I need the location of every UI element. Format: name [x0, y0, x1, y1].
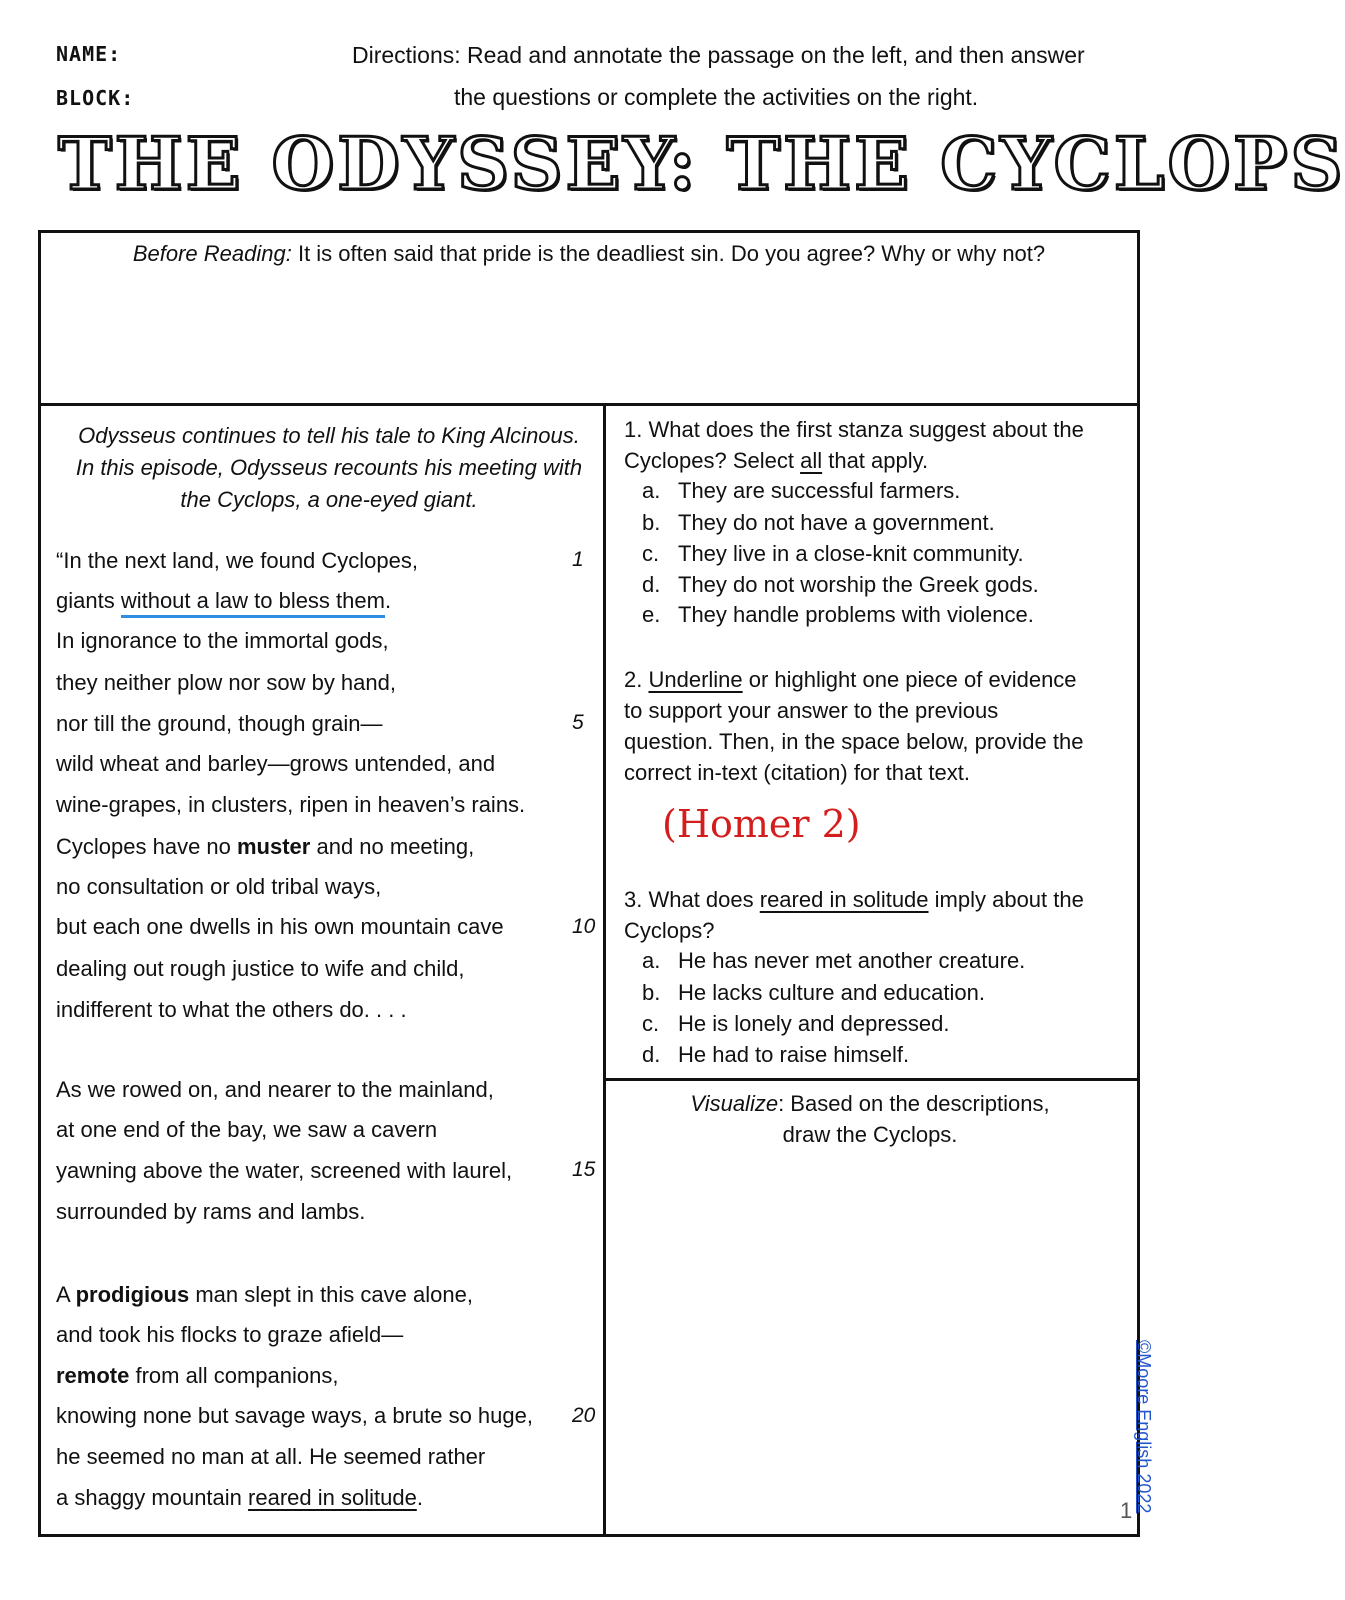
- question-1-text: Cyclopes? Select: [624, 448, 801, 473]
- intro-line-3: the Cyclops, a one-eyed giant.: [180, 487, 478, 512]
- option-letter: d.: [642, 572, 661, 597]
- option-text: They handle problems with violence.: [678, 602, 1034, 627]
- option-letter: d.: [642, 1042, 661, 1067]
- poem-line-15: yawning above the water, screened with laurel,: [56, 1158, 513, 1183]
- poem-line-5: nor till the ground, though grain—: [56, 711, 383, 736]
- visualize-label: Visualize: [690, 1091, 779, 1116]
- directions-line-1: Directions: Read and annotate the passage on the left, and then answer: [352, 42, 1085, 68]
- question-2-number: 2.: [624, 667, 649, 692]
- option-letter: a.: [642, 478, 661, 503]
- option-letter: b.: [642, 510, 661, 535]
- line-number-10: 10: [572, 915, 596, 938]
- poem-line-22-end: .: [416, 1485, 423, 1510]
- poem-line-4: they neither plow nor sow by hand,: [56, 670, 396, 695]
- question-3-line-2: Cyclops?: [624, 918, 715, 943]
- question-3-prompt: [624, 884, 1134, 946]
- question-2-emphasis: Underline: [648, 667, 743, 692]
- vocab-muster: muster: [237, 834, 311, 859]
- option-letter: b.: [642, 980, 661, 1005]
- visualize-line-2: draw the Cyclops.: [782, 1122, 958, 1147]
- intro-line-2: In this episode, Odysseus recounts his meeting with: [75, 455, 583, 480]
- directions-line-2: the questions or complete the activities on the right.: [454, 84, 979, 110]
- vocab-remote: remote: [56, 1363, 130, 1388]
- question-1-emphasis: all: [800, 448, 823, 473]
- q3-option-b[interactable]: [642, 980, 985, 1006]
- poem-line-16: surrounded by rams and lambs.: [56, 1199, 366, 1224]
- option-letter: e.: [642, 602, 661, 627]
- poem-line-13: As we rowed on, and nearer to the mainland,: [56, 1077, 494, 1102]
- intro-line-1: Odysseus continues to tell his tale to King Alcinous.: [78, 423, 580, 448]
- poem-line-19-end: from all companions,: [129, 1363, 339, 1388]
- poem-line-17: [56, 1282, 473, 1308]
- poem-line-6: wild wheat and barley—grows untended, and: [56, 751, 496, 776]
- question-1-text-end: that apply.: [822, 448, 929, 473]
- q3-option-d[interactable]: [642, 1042, 909, 1068]
- name-label: NAME:: [56, 42, 122, 66]
- option-text: He had to raise himself.: [678, 1042, 910, 1067]
- poem-line-17-end: man slept in this cave alone,: [189, 1282, 473, 1307]
- poem-line-2-end: .: [384, 588, 392, 613]
- passage-intro: [44, 420, 614, 516]
- poem-line-3: In ignorance to the immortal gods,: [56, 628, 389, 653]
- poem-line-9: no consultation or old tribal ways,: [56, 874, 382, 899]
- before-reading-box[interactable]: [38, 230, 1140, 406]
- option-letter: c.: [642, 1011, 660, 1036]
- option-text: He has never met another creature.: [678, 948, 1026, 973]
- poem-line-1: “In the next land, we found Cyclopes,: [56, 548, 418, 573]
- poem-line-2-start: giants: [56, 588, 121, 613]
- poem-line-21: he seemed no man at all. He seemed rather: [56, 1444, 486, 1469]
- poem-line-10: but each one dwells in his own mountain cave: [56, 914, 504, 939]
- annotated-phrase: without a law to bless them: [121, 588, 385, 618]
- question-3-emphasis: reared in solitude: [759, 887, 929, 912]
- poem-line-18: and took his flocks to graze afield—: [56, 1322, 404, 1347]
- citation-answer[interactable]: (Homer 2): [662, 802, 861, 846]
- poem-line-7: wine-grapes, in clusters, ripen in heaven’s rains.: [56, 792, 526, 817]
- q3-option-a[interactable]: [642, 948, 1025, 974]
- visualize-prompt: [610, 1088, 1130, 1150]
- poem-line-8-end: and no meeting,: [310, 834, 475, 859]
- q1-option-d[interactable]: [642, 572, 1039, 598]
- question-1-line-1: 1. What does the first stanza suggest about the: [624, 417, 1084, 442]
- visualize-line-1: [610, 1088, 1130, 1119]
- before-reading-text: It is often said that pride is the deadliest sin. Do you agree? Why or why not?: [291, 241, 1046, 266]
- q3-option-c[interactable]: [642, 1011, 950, 1037]
- question-3-text: 3. What does: [624, 887, 760, 912]
- question-2-line-2: to support your answer to the previous: [624, 698, 999, 723]
- before-reading-prompt: [41, 241, 1137, 267]
- question-3-text-end: imply about the: [928, 887, 1084, 912]
- question-3-line-1: [624, 884, 1134, 915]
- poem-line-17-start: A: [56, 1282, 76, 1307]
- poem-line-8: [56, 834, 474, 860]
- page-title: THE ODYSSEY: THE CYCLOPS: [58, 121, 1345, 206]
- poem-line-2: [56, 588, 391, 614]
- q1-option-b[interactable]: [642, 510, 995, 536]
- question-2-line-4: correct in-text (citation) for that text.: [624, 760, 971, 785]
- question-2-text: or highlight one piece of evidence: [742, 667, 1077, 692]
- question-2-line-1: [624, 664, 1134, 695]
- line-number-20: 20: [572, 1404, 596, 1427]
- before-reading-label: Before Reading:: [132, 241, 292, 266]
- option-text: He lacks culture and education.: [678, 980, 985, 1005]
- option-text: They live in a close-knit community.: [678, 541, 1024, 566]
- option-text: They do not worship the Greek gods.: [678, 572, 1039, 597]
- q1-option-a[interactable]: [642, 478, 960, 504]
- poem-line-12: indifferent to what the others do. . . .: [56, 997, 407, 1022]
- line-number-5: 5: [572, 711, 584, 734]
- poem-line-14: at one end of the bay, we saw a cavern: [56, 1117, 438, 1142]
- line-number-15: 15: [572, 1158, 596, 1181]
- underlined-phrase: reared in solitude: [248, 1485, 417, 1510]
- block-label: BLOCK:: [56, 86, 135, 110]
- copyright-link[interactable]: ©Moore English 2022: [1134, 1340, 1154, 1514]
- poem-line-8-start: Cyclopes have no: [56, 834, 237, 859]
- option-letter: a.: [642, 948, 661, 973]
- poem-line-11: dealing out rough justice to wife and child,: [56, 956, 465, 981]
- question-2-line-3: question. Then, in the space below, provide the: [624, 729, 1084, 754]
- q1-option-c[interactable]: [642, 541, 1024, 567]
- question-2-prompt: [624, 664, 1134, 788]
- line-number-1: 1: [572, 548, 584, 571]
- visualize-text: : Based on the descriptions,: [778, 1091, 1050, 1116]
- option-text: They are successful farmers.: [678, 478, 961, 503]
- poem-line-22-start: a shaggy mountain: [56, 1485, 249, 1510]
- page-number: 1: [1120, 1498, 1133, 1523]
- poem-line-19: [56, 1363, 338, 1389]
- option-letter: c.: [642, 541, 660, 566]
- q1-option-e[interactable]: [642, 602, 1034, 628]
- poem-line-20: knowing none but savage ways, a brute so huge,: [56, 1403, 533, 1428]
- question-1-prompt: [624, 414, 1134, 476]
- question-1-line-2: [624, 445, 1134, 476]
- vocab-prodigious: prodigious: [75, 1282, 190, 1307]
- option-text: They do not have a government.: [678, 510, 995, 535]
- option-text: He is lonely and depressed.: [678, 1011, 950, 1036]
- poem-line-22: [56, 1485, 423, 1511]
